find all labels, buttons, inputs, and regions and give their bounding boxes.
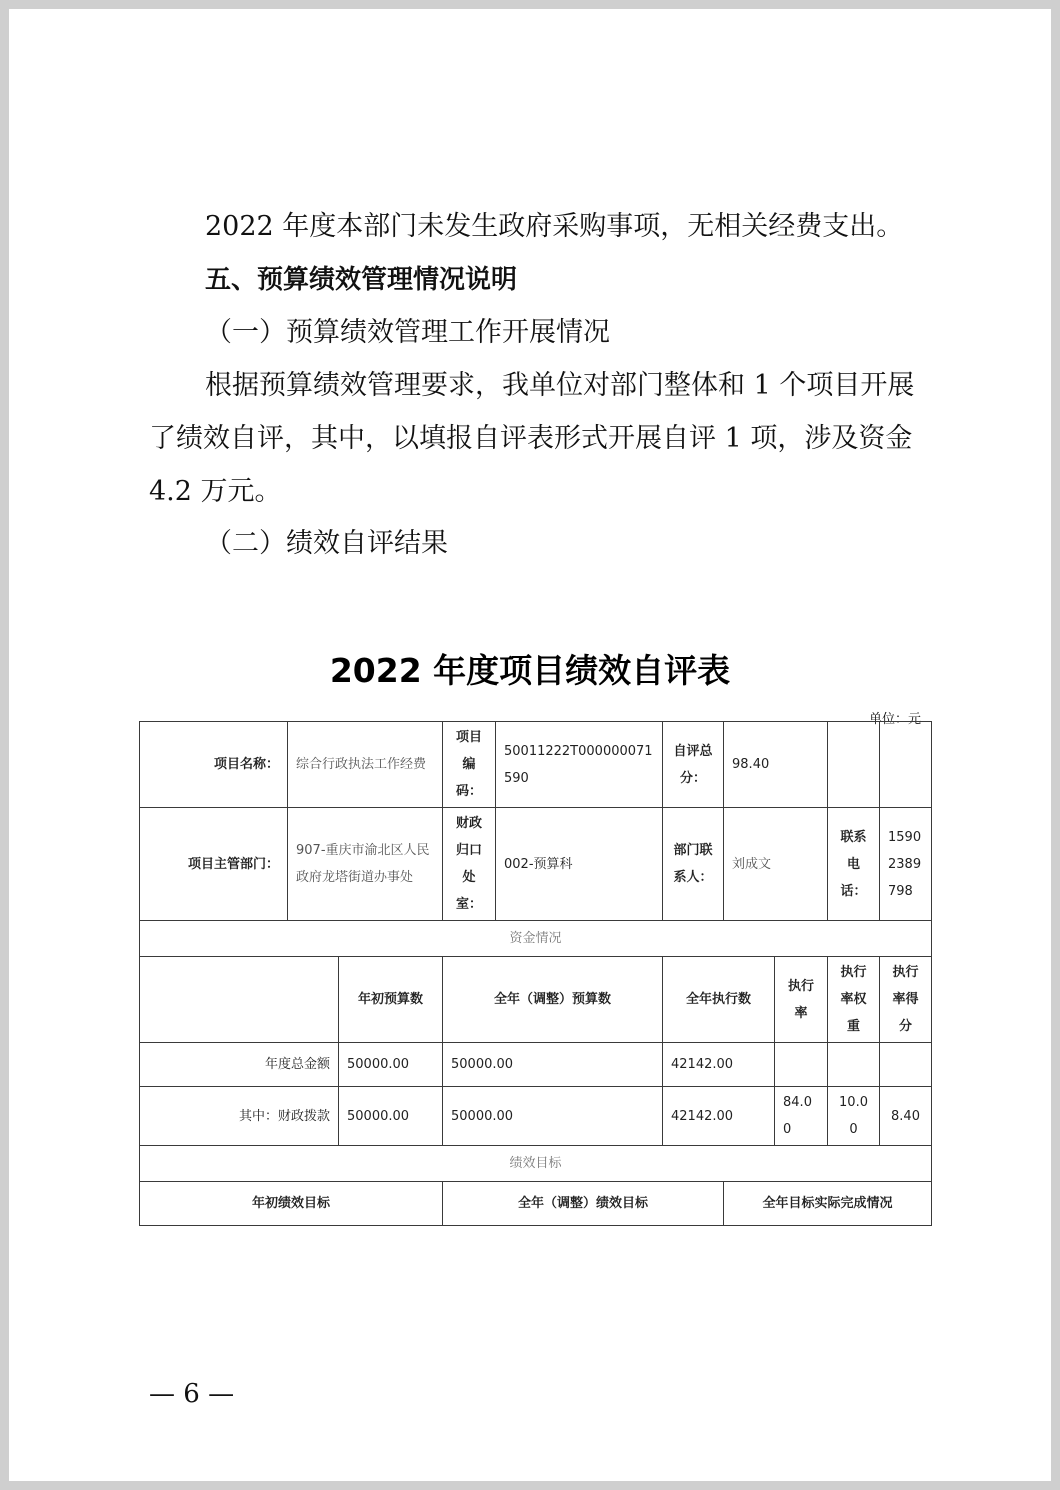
funds-executed: 42142.00 [663, 1087, 775, 1146]
finance-office-label: 财政归口处室： [443, 808, 496, 921]
funds-adjusted: 50000.00 [443, 1043, 663, 1087]
phone-value: 15902389798 [880, 808, 932, 921]
funds-initial: 50000.00 [339, 1087, 443, 1146]
funds-row-label: 年度总金额 [140, 1043, 339, 1087]
empty-cell [880, 722, 932, 808]
row-goals-section [140, 1146, 932, 1182]
paragraph-line-1: 根据预算绩效管理要求，我单位对部门整体和 1 个项目开展 [205, 370, 915, 401]
contact-value: 刘成文 [724, 808, 828, 921]
header-executed: 全年执行数 [663, 957, 775, 1043]
row-goals-headers [140, 1182, 932, 1226]
funds-row-label: 其中：财政拨款 [140, 1087, 339, 1146]
funds-adjusted: 50000.00 [443, 1087, 663, 1146]
header-rate-score: 执行率得分 [880, 957, 932, 1043]
goals-section-header: 绩效目标 [140, 1146, 932, 1182]
section-heading-five: 五、预算绩效管理情况说明 [205, 265, 518, 295]
unit-label: 单位：元 [868, 712, 921, 727]
subheading-two: （二）绩效自评结果 [205, 528, 448, 559]
project-code-label: 项目编码： [443, 722, 496, 808]
header-initial-goal: 年初绩效目标 [140, 1182, 443, 1226]
paragraph-line-3: 4.2 万元。 [149, 476, 282, 507]
funds-initial: 50000.00 [339, 1043, 443, 1087]
funds-section-header: 资金情况 [140, 921, 932, 957]
contact-label: 部门联系人： [663, 808, 724, 921]
funds-executed: 42142.00 [663, 1043, 775, 1087]
department-value: 907-重庆市渝北区人民政府龙塔街道办事处 [288, 808, 443, 921]
self-score-label: 自评总分： [663, 722, 724, 808]
funds-weight [828, 1043, 880, 1087]
department-label: 项目主管部门： [140, 808, 288, 921]
row-funds-section [140, 921, 932, 957]
funds-score [880, 1043, 932, 1087]
header-goal-completion: 全年目标实际完成情况 [724, 1182, 932, 1226]
empty-cell [140, 957, 339, 1043]
funds-rate [775, 1043, 828, 1087]
table-row [140, 1043, 932, 1087]
row-department [140, 808, 932, 921]
table-row [140, 1087, 932, 1146]
project-code-value: 50011222T000000071590 [496, 722, 663, 808]
funds-score: 8.40 [880, 1087, 932, 1146]
header-adjusted-budget: 全年（调整）预算数 [443, 957, 663, 1043]
page-number: — 6 — [149, 1379, 235, 1409]
self-score-value: 98.40 [724, 722, 828, 808]
document-page [9, 9, 1051, 1481]
performance-table [139, 721, 932, 1226]
project-name-value: 综合行政执法工作经费 [288, 722, 443, 808]
funds-weight: 10.00 [828, 1087, 880, 1146]
paragraph-procurement: 2022 年度本部门未发生政府采购事项，无相关经费支出。 [205, 211, 904, 242]
funds-rate: 84.00 [775, 1087, 828, 1146]
empty-cell [828, 722, 880, 808]
header-rate-weight: 执行率权重 [828, 957, 880, 1043]
row-project-name [140, 722, 932, 808]
table-title: 2022 年度项目绩效自评表 [329, 651, 731, 690]
header-initial-budget: 年初预算数 [339, 957, 443, 1043]
finance-office-value: 002-预算科 [496, 808, 663, 921]
row-funds-headers [140, 957, 932, 1043]
subheading-one: （一）预算绩效管理工作开展情况 [205, 317, 610, 348]
project-name-label: 项目名称： [140, 722, 288, 808]
paragraph-line-2: 了绩效自评，其中，以填报自评表形式开展自评 1 项，涉及资金 [149, 423, 913, 454]
phone-label: 联系电话： [828, 808, 880, 921]
header-execution-rate: 执行率 [775, 957, 828, 1043]
header-adjusted-goal: 全年（调整）绩效目标 [443, 1182, 724, 1226]
